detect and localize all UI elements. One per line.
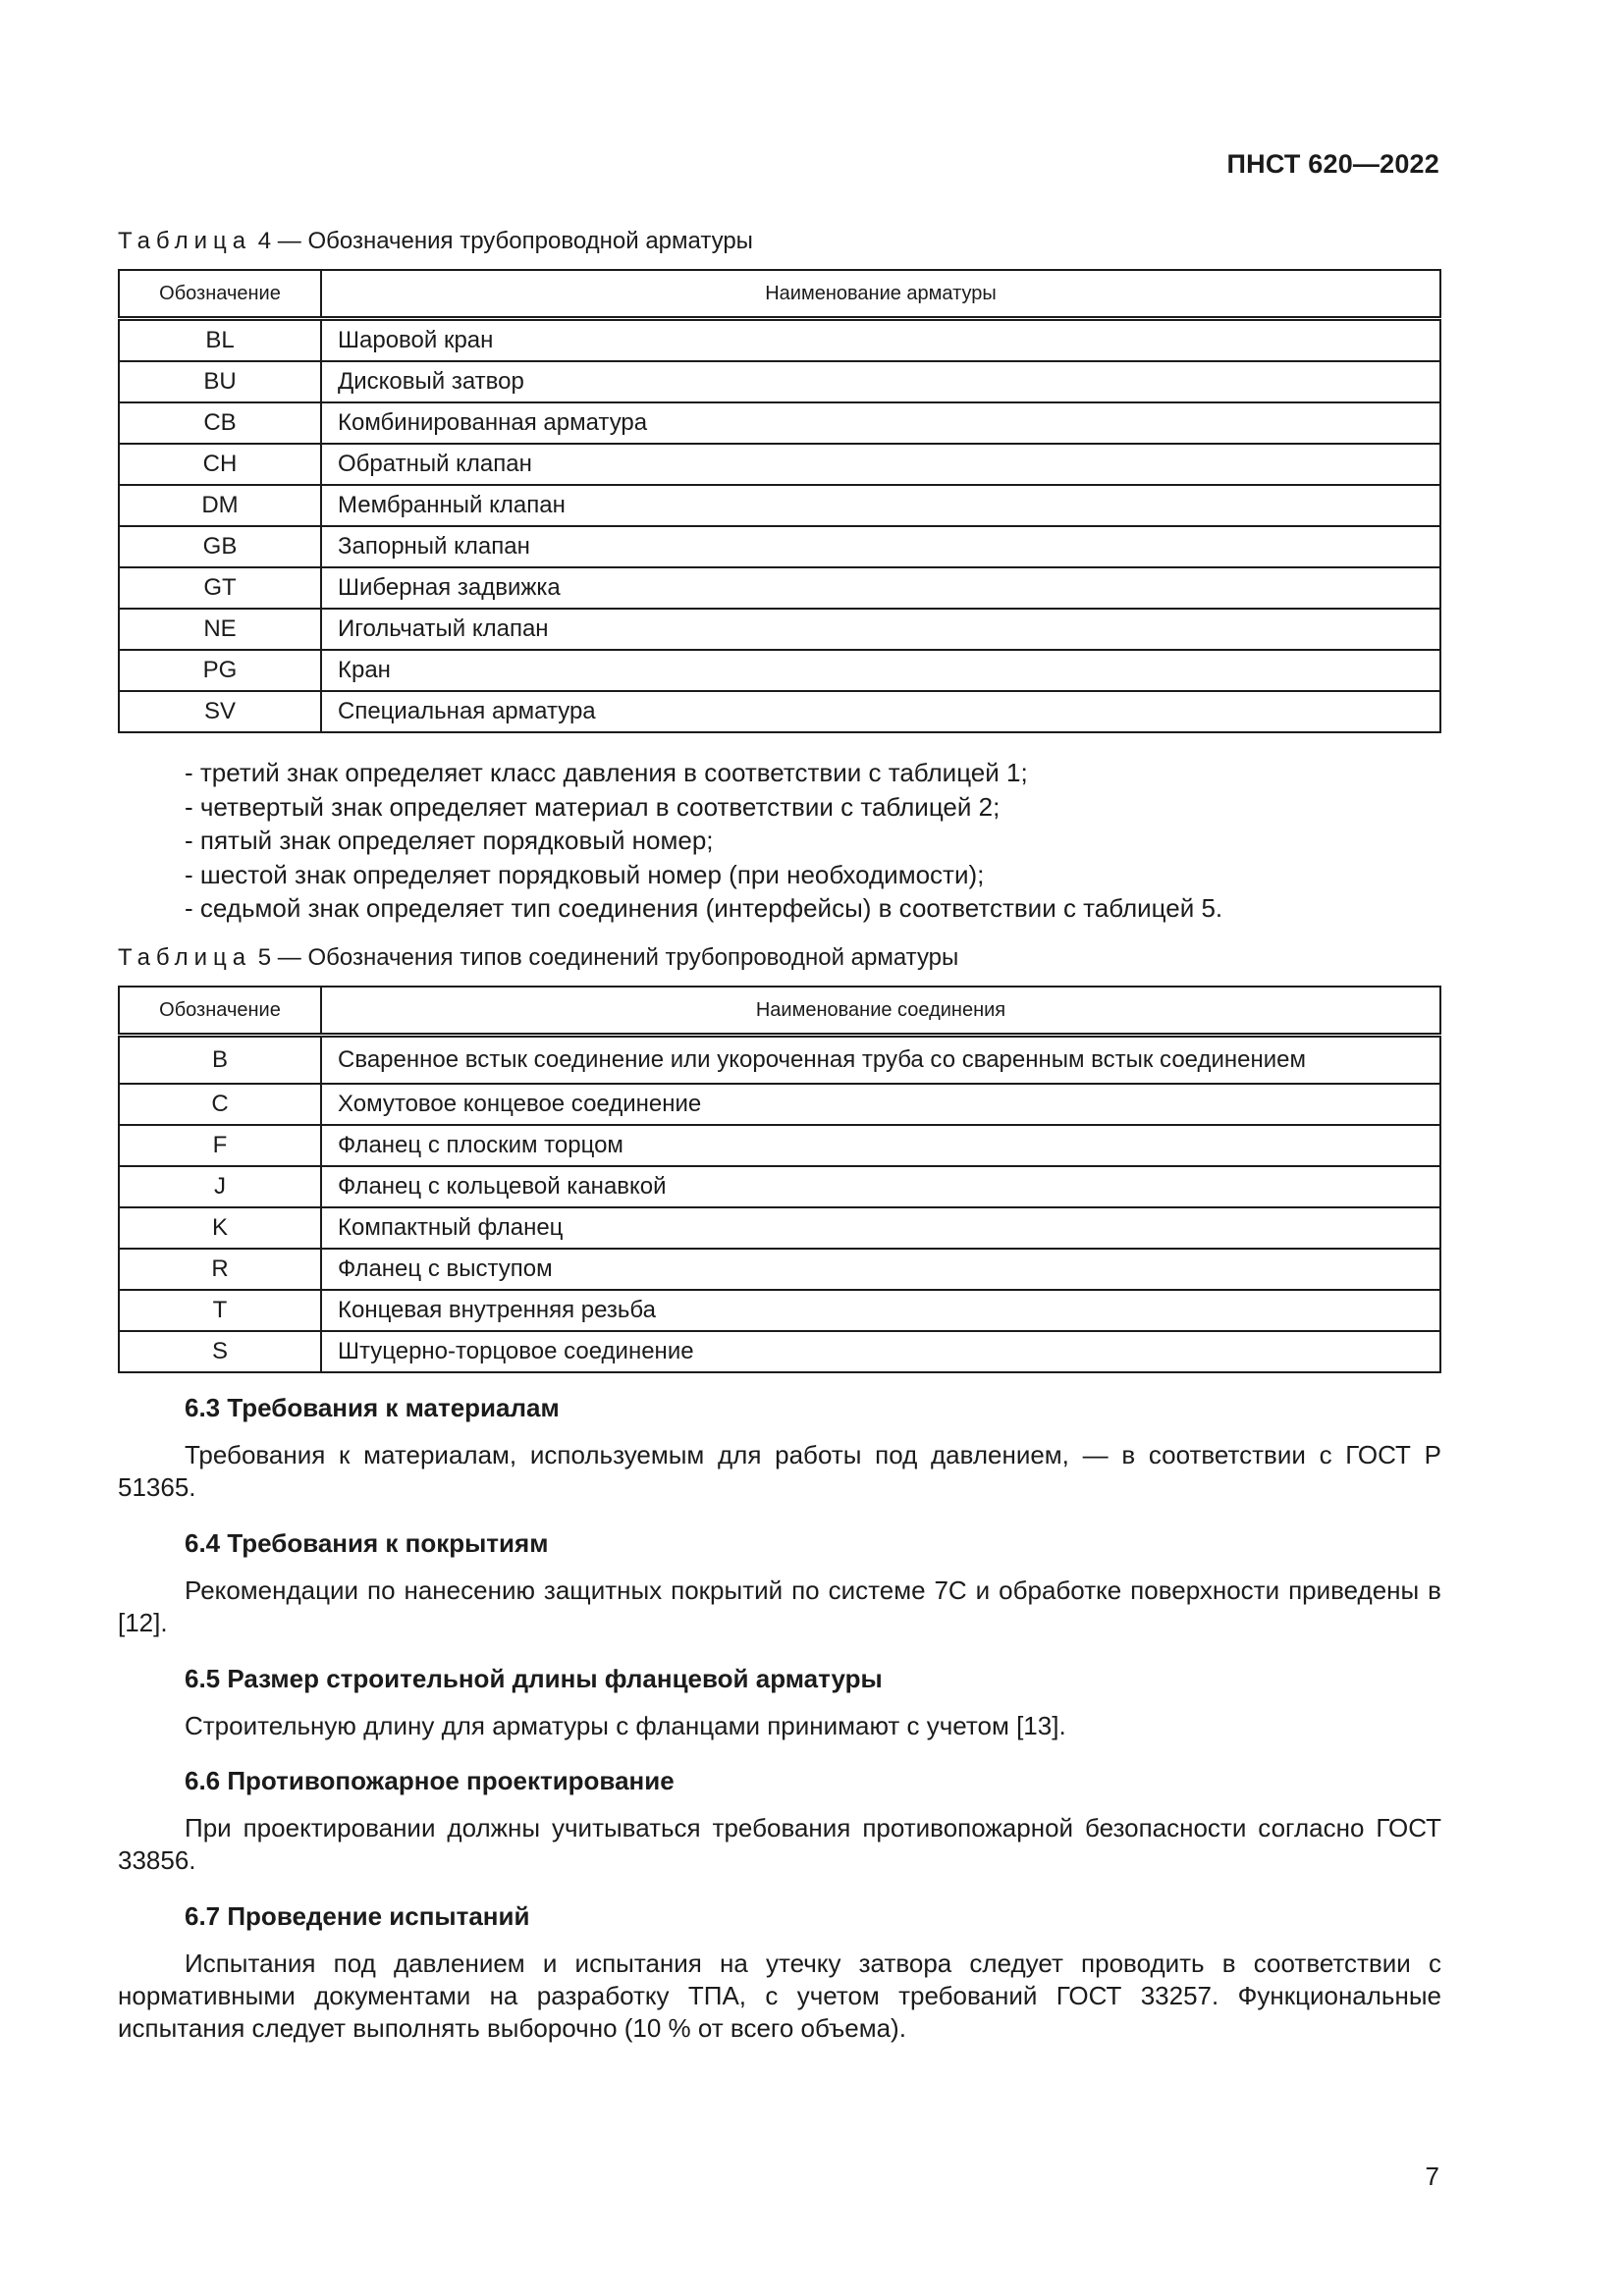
code-cell: B (119, 1036, 321, 1085)
name-cell: Обратный клапан (321, 444, 1440, 485)
section-6-5 (118, 1663, 1441, 1742)
code-cell: GT (119, 567, 321, 609)
section-text: Испытания под давлением и испытания на утечку затвора следует проводить в соответствии с нормативными документами на разработку ТПА, с учетом требований ГОСТ 33257. Функциональные испытания следует выполнять выборочно (10 % от всего объема). (118, 1949, 1441, 2043)
code-cell: PG (119, 650, 321, 691)
list-item: - седьмой знак определяет тип соединения (интерфейсы) в соответствии с таблицей 5. (185, 893, 1223, 923)
table5-caption-word: Таблица (118, 944, 252, 971)
list-item: - шестой знак определяет порядковый номер (при необходимости); (185, 859, 985, 889)
table4-header-name: Наименование арматуры (321, 270, 1440, 319)
table-row (119, 609, 1440, 650)
list-item: - пятый знак определяет порядковый номер; (185, 826, 714, 855)
section-text: Требования к материалам, используемым для работы под давлением, — в соответствии с ГОСТ Р 51365. (118, 1440, 1441, 1502)
document-code: ПНСТ 620—2022 (1226, 149, 1439, 179)
table4-caption-text: 4 — Обозначения трубопроводной арматуры (257, 228, 753, 254)
code-cell: C (119, 1084, 321, 1125)
name-cell: Кран (321, 650, 1440, 691)
table-row (119, 650, 1440, 691)
name-cell: Мембранный клапан (321, 485, 1440, 526)
code-cell: CH (119, 444, 321, 485)
name-cell: Сваренное встык соединение или укороченная труба со сваренным встык соединением (321, 1036, 1440, 1085)
name-cell: Шиберная задвижка (321, 567, 1440, 609)
name-cell: Штуцерно-торцовое соединение (321, 1331, 1440, 1372)
name-cell: Шаровой кран (321, 319, 1440, 362)
table5-header-code: Обозначение (119, 987, 321, 1036)
table-row (119, 1331, 1440, 1372)
section-heading: 6.7 Проведение испытаний (185, 1901, 530, 1931)
code-cell: SV (119, 691, 321, 732)
name-cell: Компактный фланец (321, 1207, 1440, 1249)
section-heading: 6.3 Требования к материалам (185, 1393, 560, 1422)
table5-caption (118, 944, 958, 972)
table5-header-row (119, 987, 1440, 1036)
table5-header-name: Наименование соединения (321, 987, 1440, 1036)
section-heading: 6.6 Противопожарное проектирование (185, 1766, 675, 1795)
code-cell: K (119, 1207, 321, 1249)
section-heading: 6.5 Размер строительной длины фланцевой арматуры (185, 1664, 883, 1693)
list-item: - четвертый знак определяет материал в соответствии с таблицей 2; (185, 791, 1001, 822)
section-6-4 (118, 1527, 1441, 1639)
section-heading: 6.4 Требования к покрытиям (185, 1528, 549, 1558)
table-row (119, 691, 1440, 732)
table-row (119, 567, 1440, 609)
section-text: При проектировании должны учитываться требования противопожарной безопасности согласно ГОСТ 33856. (118, 1813, 1441, 1875)
section-6-3 (118, 1392, 1441, 1504)
table5-caption-text: 5 — Обозначения типов соединений трубопроводной арматуры (257, 944, 959, 971)
table-row (119, 1207, 1440, 1249)
code-cell: NE (119, 609, 321, 650)
table-row (119, 485, 1440, 526)
table-row (119, 361, 1440, 402)
code-cell: CB (119, 402, 321, 444)
page-number: 7 (1425, 2162, 1439, 2191)
code-cell: BL (119, 319, 321, 362)
name-cell: Фланец с кольцевой канавкой (321, 1166, 1440, 1207)
table4 (118, 269, 1441, 733)
section-6-6 (118, 1765, 1441, 1877)
table4-caption-word: Таблица (118, 228, 252, 254)
table-row (119, 1125, 1440, 1166)
list-item: - третий знак определяет класс давления в соответствии с таблицей 1; (185, 758, 1028, 787)
code-cell: J (119, 1166, 321, 1207)
code-cell: S (119, 1331, 321, 1372)
table-row (119, 1249, 1440, 1290)
name-cell: Запорный клапан (321, 526, 1440, 567)
code-cell: DM (119, 485, 321, 526)
code-cell: R (119, 1249, 321, 1290)
code-cell: T (119, 1290, 321, 1331)
designation-rules-list (185, 756, 1222, 926)
code-cell: GB (119, 526, 321, 567)
name-cell: Фланец с плоским торцом (321, 1125, 1440, 1166)
table4-header-row (119, 270, 1440, 319)
name-cell: Специальная арматура (321, 691, 1440, 732)
table4-header-code: Обозначение (119, 270, 321, 319)
name-cell: Дисковый затвор (321, 361, 1440, 402)
table-row (119, 1290, 1440, 1331)
name-cell: Концевая внутренняя резьба (321, 1290, 1440, 1331)
table-row (119, 526, 1440, 567)
name-cell: Хомутовое концевое соединение (321, 1084, 1440, 1125)
name-cell: Фланец с выступом (321, 1249, 1440, 1290)
code-cell: F (119, 1125, 321, 1166)
section-text: Строительную длину для арматуры с фланцами принимают с учетом [13]. (185, 1711, 1066, 1740)
table-row (119, 1084, 1440, 1125)
section-6-7 (118, 1900, 1441, 2045)
table4-caption (118, 228, 753, 255)
name-cell: Комбинированная арматура (321, 402, 1440, 444)
section-text: Рекомендации по нанесению защитных покрытий по системе 7С и обработке поверхности приведены в [12]. (118, 1575, 1441, 1637)
table5 (118, 986, 1441, 1373)
table-row (119, 402, 1440, 444)
table-row (119, 1166, 1440, 1207)
code-cell: BU (119, 361, 321, 402)
name-cell: Игольчатый клапан (321, 609, 1440, 650)
table-row (119, 444, 1440, 485)
table-row (119, 319, 1440, 362)
table-row (119, 1036, 1440, 1085)
